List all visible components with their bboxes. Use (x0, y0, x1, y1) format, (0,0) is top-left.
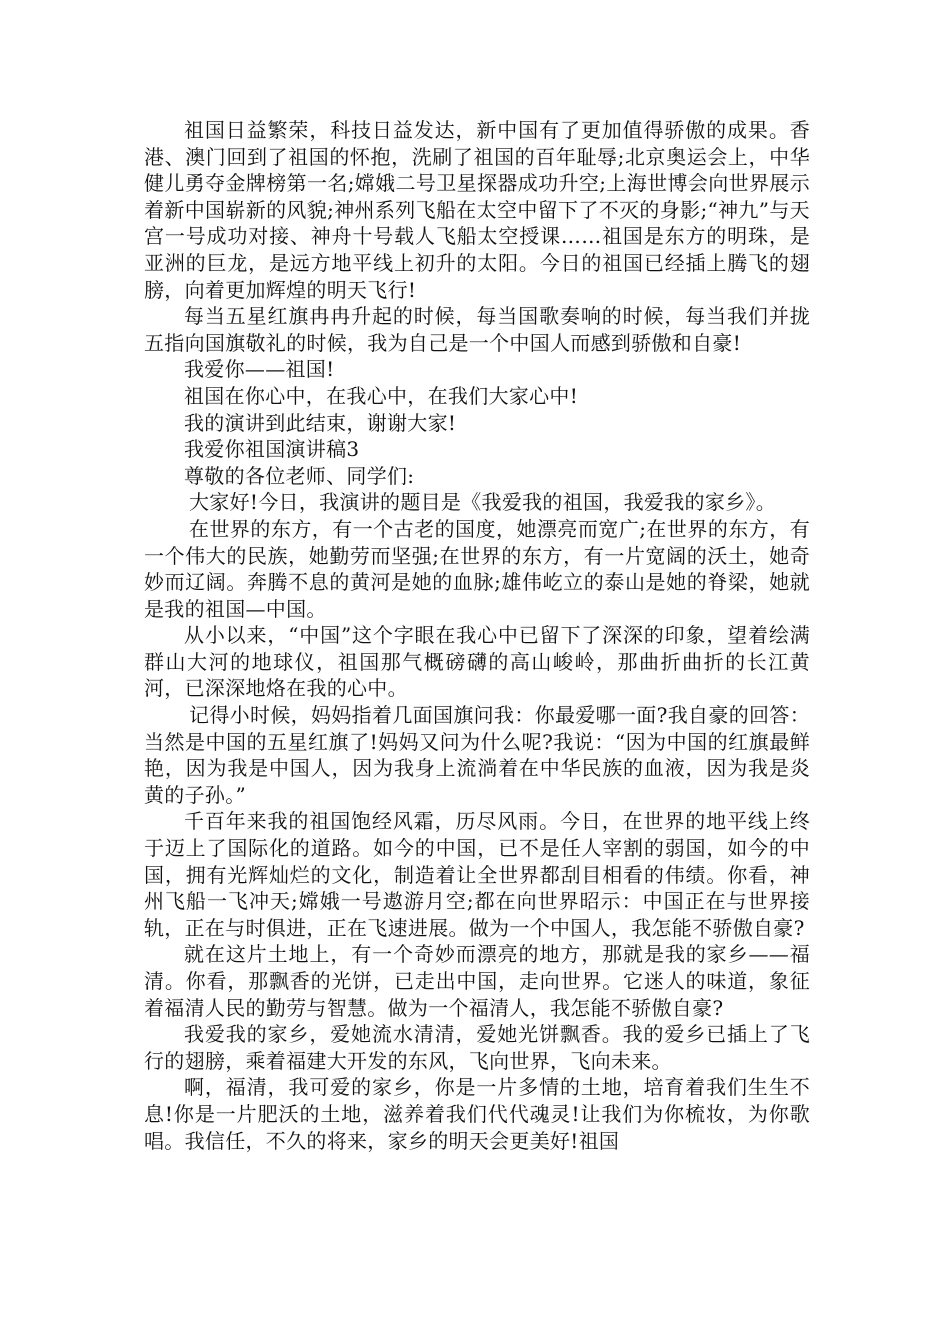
section-title: 我爱你祖国演讲稿3 (184, 437, 360, 462)
paragraph: 记得小时候，妈妈指着几面国旗问我：你最爱哪一面?我自豪的回答：当然是中国的五星红旗了!妈妈又问为什么呢?我说：“因为中国的红旗最鲜艳，因为我是中国人，因为我身上流淌着在中华民族的血液，因为我是炎黄的子孙。” (144, 703, 810, 807)
paragraph: 每当五星红旗冉冉升起的时候，每当国歌奏响的时候，每当我们并拢五指向国旗敬礼的时候，我为自己是一个中国人而感到骄傲和自豪! (144, 304, 810, 355)
paragraph: 我的演讲到此结束，谢谢大家! (184, 410, 457, 435)
document-page (144, 117, 810, 1154)
paragraph: 我爱你——祖国! (184, 357, 335, 382)
paragraph: 我爱我的家乡，爱她流水清清，爱她光饼飘香。我的爱乡已插上了飞行的翅膀，乘着福建大开发的东风，飞向世界，飞向未来。 (144, 1022, 810, 1073)
paragraph: 祖国日益繁荣，科技日益发达，新中国有了更加值得骄傲的成果。香港、澳门回到了祖国的怀抱，洗刷了祖国的百年耻辱;北京奥运会上，中华健儿勇夺金牌榜第一名;嫦娥二号卫星探器成功升空;上海世博会向世界展示着新中国崭新的风貌;神州系列飞船在太空中留下了不灭的身影;“神九”与天宫一号成功对接、神舟十号载人飞船太空授课……祖国是东方的明珠，是亚洲的巨龙，是远方地平线上初升的太阳。今日的祖国已经插上腾飞的翅膀，向着更加辉煌的明天飞行! (144, 118, 810, 302)
paragraph: 千百年来我的祖国饱经风霜，历尽风雨。今日，在世界的地平线上终于迈上了国际化的道路。如今的中国，已不是任人宰割的弱国，如今的中国，拥有光辉灿烂的文化，制造着让全世界都刮目相看的伟绩。你看，神州飞船一飞冲天;嫦娥一号遨游月空;都在向世界昭示：中国正在与世界接轨，正在与时俱进，正在飞速进展。做为一个中国人，我怎能不骄傲自豪? (144, 809, 810, 940)
paragraph: 在世界的东方，有一个古老的国度，她漂亮而宽广;在世界的东方，有一个伟大的民族，她勤劳而坚强;在世界的东方，有一片宽阔的沃土，她奇妙而辽阔。奔腾不息的黄河是她的血脉;雄伟屹立的泰山是她的脊梁，她就是我的祖国—中国。 (144, 516, 810, 621)
paragraph: 祖国在你心中，在我心中，在我们大家心中! (184, 383, 579, 408)
paragraph: 大家好!今日，我演讲的题目是《我爱我的祖国，我爱我的家乡》。 (189, 490, 777, 515)
salutation: 尊敬的各位老师、同学们: (184, 463, 415, 488)
paragraph: 就在这片土地上，有一个奇妙而漂亮的地方，那就是我的家乡——福清。你看，那飘香的光饼，已走出中国，走向世界。它迷人的味道，象征着福清人民的勤劳与智慧。做为一个福清人，我怎能不骄傲自豪? (144, 942, 810, 1020)
paragraph: 啊，福清，我可爱的家乡，你是一片多情的土地，培育着我们生生不息!你是一片肥沃的土地，滋养着我们代代魂灵!让我们为你梳妆，为你歌唱。我信任，不久的将来，家乡的明天会更美好!祖国 (144, 1075, 810, 1153)
paragraph: 从小以来，“中国”这个字眼在我心中已留下了深深的印象，望着绘满群山大河的地球仪，祖国那气概磅礴的高山峻岭，那曲折曲折的长江黄河，已深深地烙在我的心中。 (144, 623, 810, 701)
